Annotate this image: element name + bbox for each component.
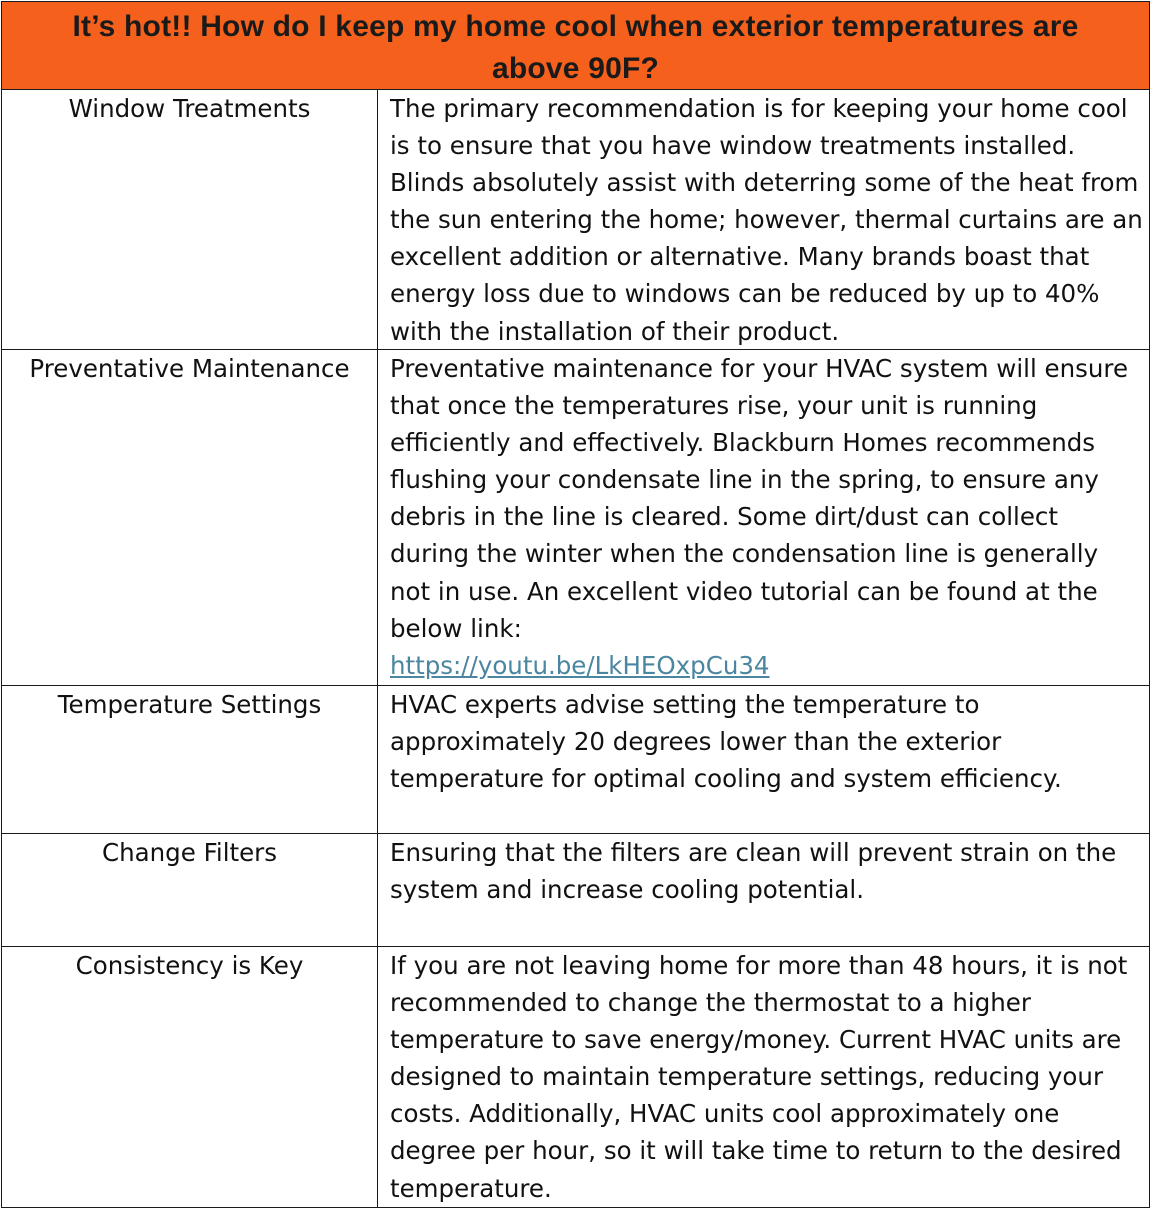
row-label-change-filters: Change Filters: [2, 834, 378, 946]
table-row: [2, 833, 1149, 946]
video-tutorial-link[interactable]: https://youtu.be/LkHEOxpCu34: [390, 650, 770, 680]
row-label-window-treatments: Window Treatments: [2, 90, 378, 349]
title-bar: [2, 2, 1149, 90]
table-row: [2, 946, 1149, 1207]
row-label-preventative-maintenance: Preventative Maintenance: [2, 350, 378, 685]
table-row: [2, 685, 1149, 833]
row-text-preventative-maintenance: Preventative maintenance for your HVAC system will ensure that once the temperatures rise, your unit is running efficiently and effectively. Blackburn Homes recommends flushing your condensate line in the spring, to ensure any debris in the line is cleared. Some dirt/dust can collect during the winter when the condensation line is generally not in use. An excellent video tutorial can be found at the below link:: [390, 354, 1129, 643]
tips-table: [1, 1, 1150, 1208]
row-body-preventative-maintenance: [378, 350, 1149, 685]
row-text-window-treatments: The primary recommendation is for keeping your home cool is to ensure that you have window treatments installed. Blinds absolutely assist with deterring some of the heat from the sun entering the home; however, thermal curtains are an excellent addition or alternative. Many brands boast that energy loss due to windows can be reduced by up to 40% with the installation of their product.: [390, 94, 1143, 346]
row-text-consistency-is-key: If you are not leaving home for more than 48 hours, it is not recommended to change the thermostat to a higher temperature to save energy/money. Current HVAC units are designed to maintain temperature settings, reducing your costs. Additionally, HVAC units cool approximately one degree per hour, so it will take time to return to the desired temperature.: [390, 951, 1128, 1203]
row-label-consistency-is-key: Consistency is Key: [2, 947, 378, 1207]
table-row: [2, 349, 1149, 685]
page-title: It’s hot!! How do I keep my home cool when exterior temperatures are above 90F?: [72, 9, 1079, 85]
row-text-temperature-settings: HVAC experts advise setting the temperature to approximately 20 degrees lower than the exterior temperature for optimal cooling and system efficiency.: [390, 690, 1062, 794]
row-label-temperature-settings: Temperature Settings: [2, 686, 378, 833]
row-text-change-filters: Ensuring that the filters are clean will prevent strain on the system and increase cooling potential.: [390, 838, 1117, 905]
table-row: [2, 90, 1149, 349]
